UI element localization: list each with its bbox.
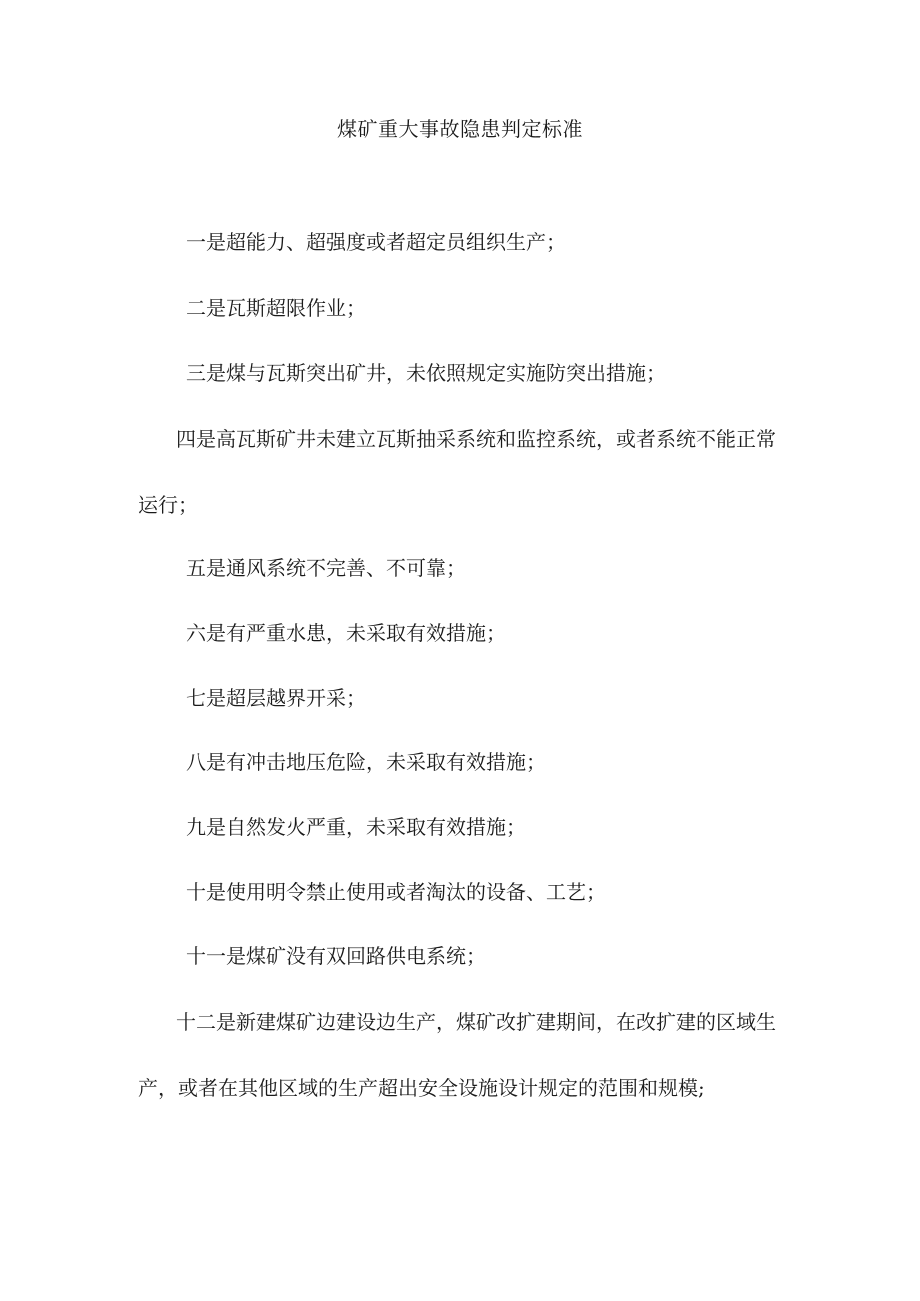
document-title: 煤矿重大事故隐患判定标准 [337,117,583,141]
list-item-7: 七是超层越界开采； [186,686,366,710]
list-item-3: 三是煤与瓦斯突出矿井，未依照规定实施防突出措施； [186,361,666,385]
list-item-4: 四是高瓦斯矿井未建立瓦斯抽采系统和监控系统，或者系统不能正常运行； [138,427,776,517]
list-item-8: 八是有冲击地压危险，未采取有效措施； [186,750,546,774]
list-item-9: 九是自然发火严重，未采取有效措施； [186,815,526,839]
list-item-2: 二是瓦斯超限作业； [186,296,366,320]
list-item-5: 五是通风系统不完善、不可靠； [186,556,466,580]
list-item-1: 一是超能力、超强度或者超定员组织生产； [186,230,566,254]
list-item-6: 六是有严重水患，未采取有效措施； [186,621,506,645]
list-item-12: 十二是新建煤矿边建设边生产，煤矿改扩建期间，在改扩建的区域生产，或者在其他区域的生产超出安全设施设计规定的范围和规模; [138,1010,776,1100]
list-item-10: 十是使用明令禁止使用或者淘汰的设备、工艺； [186,880,606,904]
list-item-11: 十一是煤矿没有双回路供电系统； [186,944,486,968]
